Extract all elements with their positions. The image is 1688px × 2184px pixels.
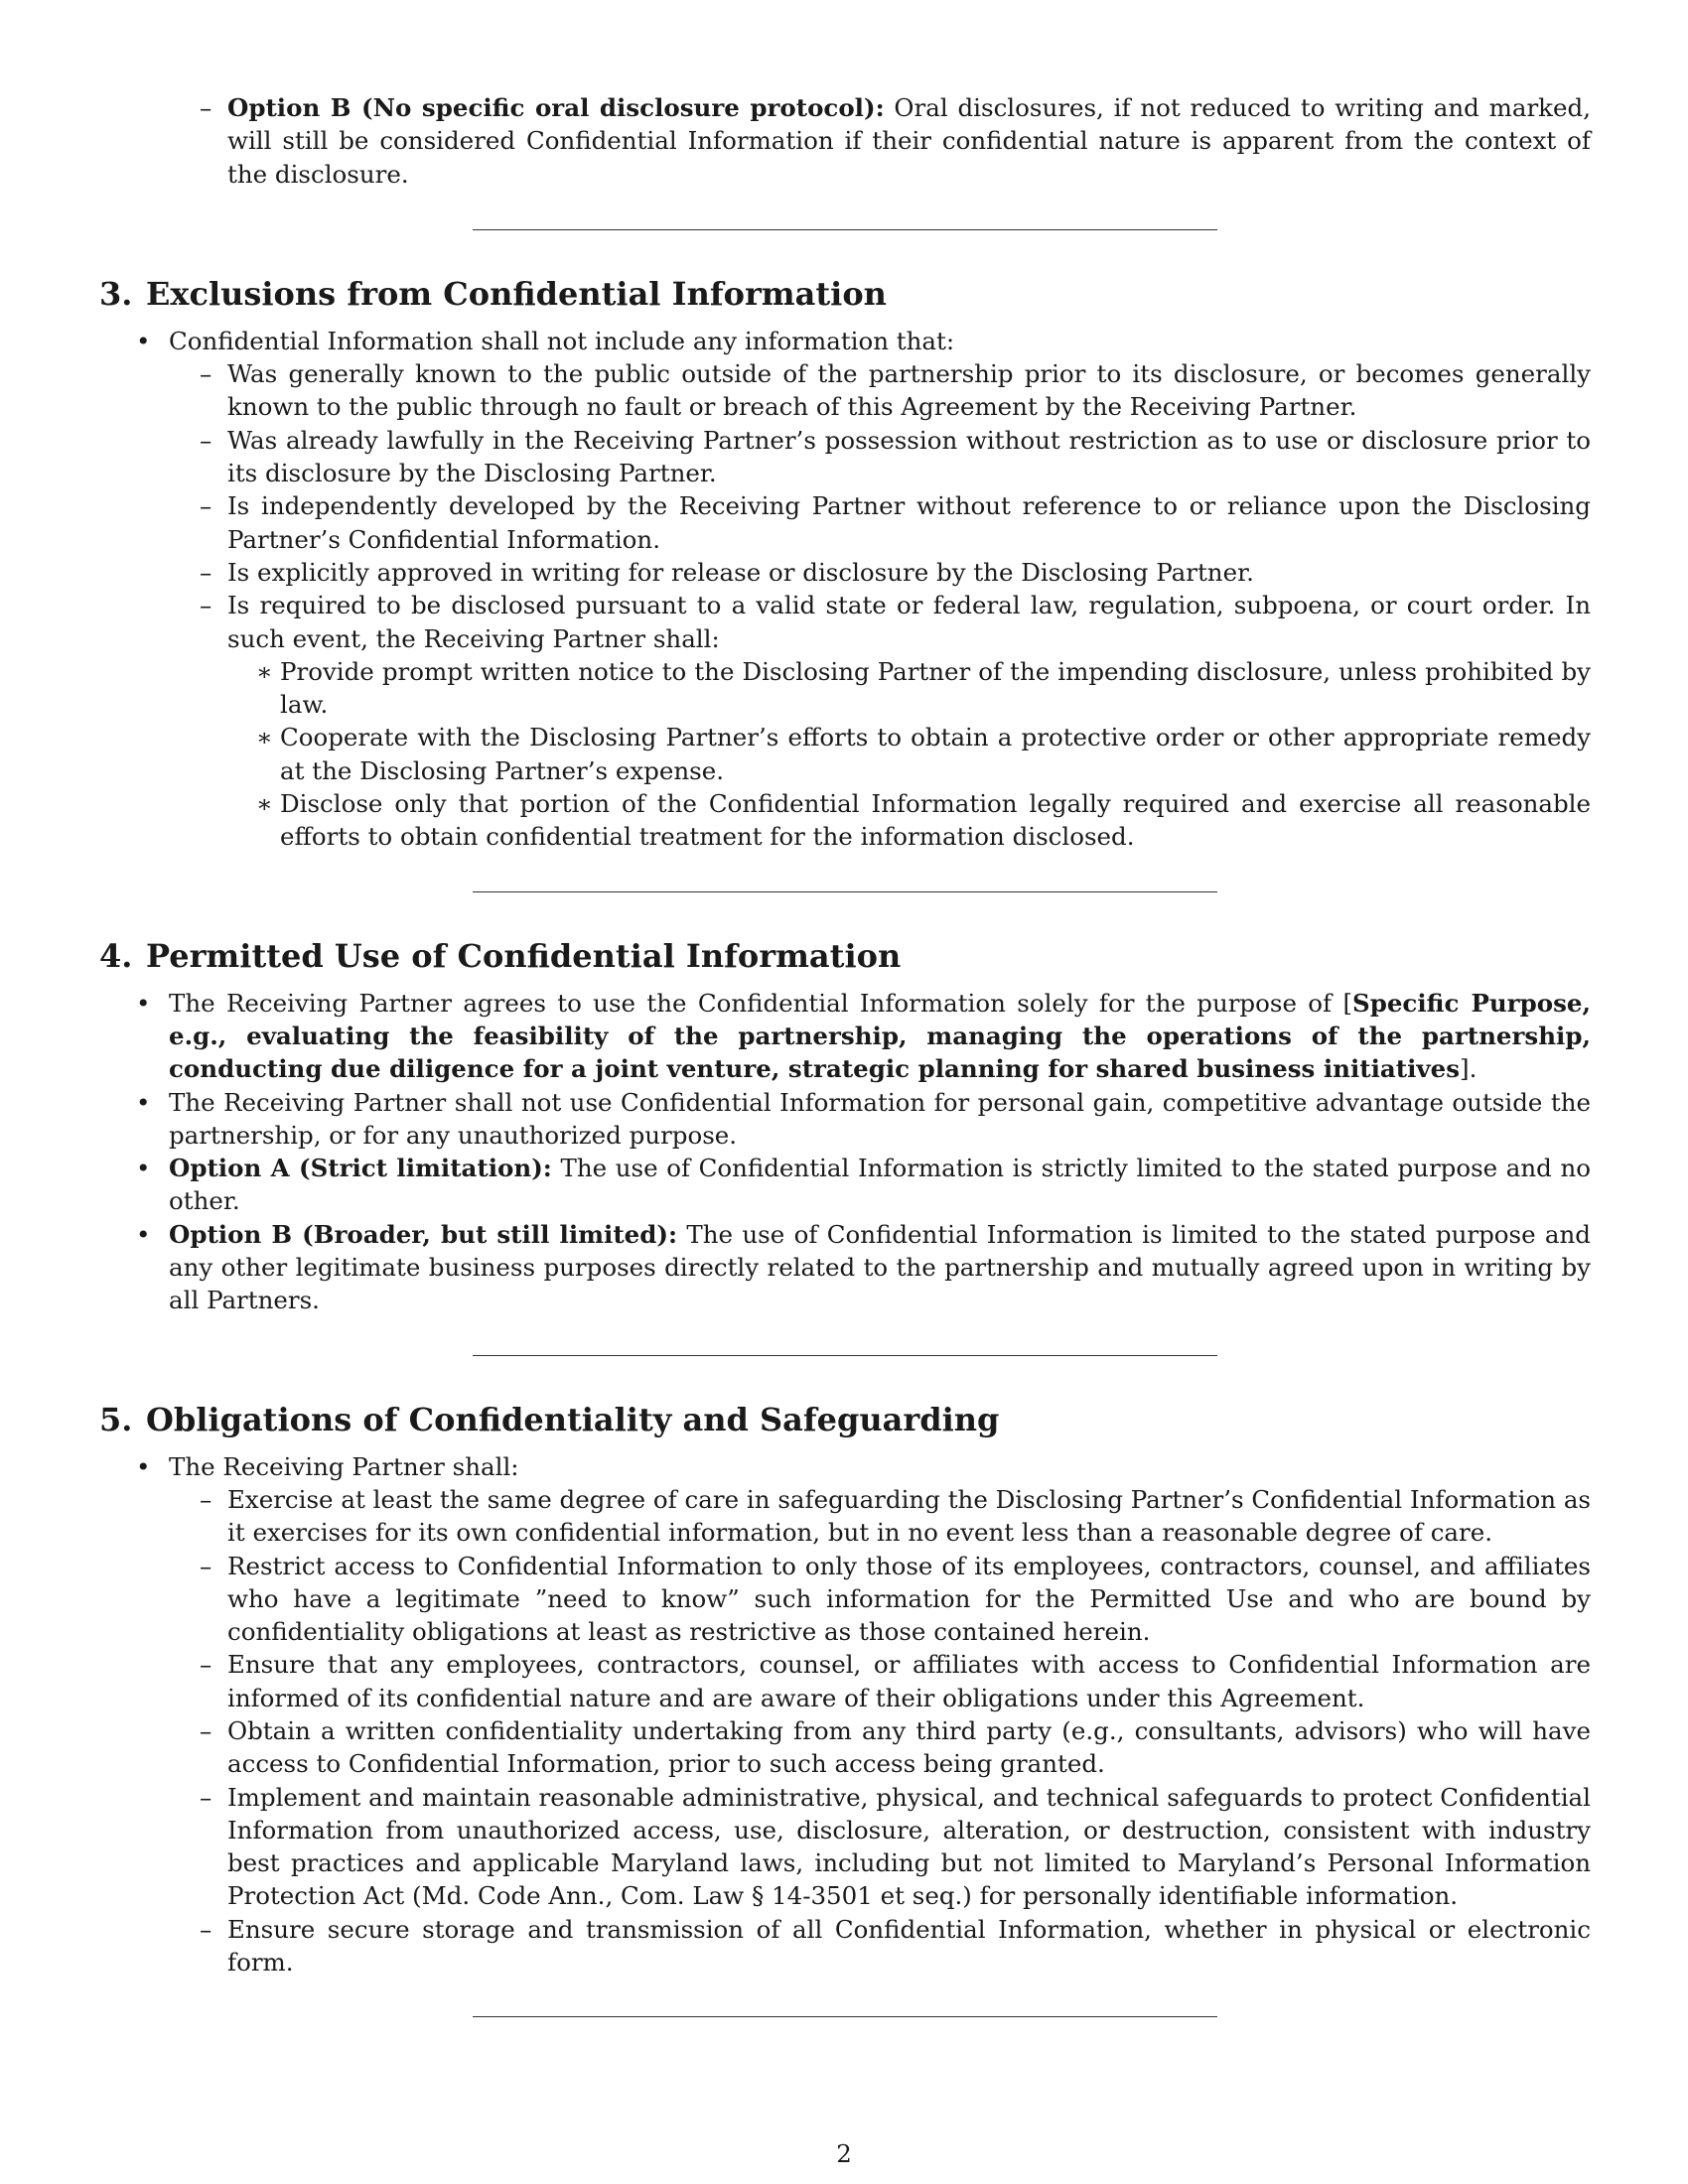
list-item <box>99 1218 1591 1317</box>
section-title: Obligations of Confidentiality and Safeguarding <box>146 1400 1000 1438</box>
section-number: 5. <box>99 1400 133 1438</box>
list-item: – Ensure secure storage and transmission of all Confidential Information, whether in physical or electronic form. <box>169 1913 1591 1979</box>
option-text: The use of Confidential Information is limited to the stated purpose and any other legitimate business purposes directly related to the partnership and mutually agreed upon in writing by all Partners. <box>169 1219 1591 1315</box>
section-list <box>99 325 1591 854</box>
list-item: – Was already lawfully in the Receiving Partner’s possession without restriction as to use or disclosure prior to its disclosure by the Disclosing Partner. <box>169 424 1591 490</box>
option-label: Option B (Broader, but still limited): <box>169 1219 678 1249</box>
list-item <box>99 325 1591 854</box>
section-number: 4. <box>99 936 133 975</box>
list-item: ∗ Provide prompt written notice to the Disclosing Partner of the impending disclosure, unless prohibited by law. <box>227 655 1591 722</box>
sub-list <box>169 1483 1591 1979</box>
section-title: Permitted Use of Confidential Information <box>146 936 902 975</box>
list-item <box>99 1450 1591 1979</box>
section-list <box>99 987 1591 1317</box>
section-divider <box>473 229 1217 230</box>
list-item: – Restrict access to Confidential Information to only those of its employees, contractors, counsel, and affiliates who have a legitimate ”need to know” such information for the Permitted Use and who are bound by confidentiality obligations at least as restrictive as those contained herein. <box>169 1550 1591 1649</box>
section-heading <box>99 936 1591 976</box>
list-item-text: ]. <box>1460 1054 1477 1084</box>
purpose-placeholder: Specific Purpose, e.g., evaluating the feasibility of the partnership, managing the operations of the partnership, conducting due diligence for a joint venture, strategic planning for shared business initiatives <box>169 988 1591 1084</box>
list-item: – Exercise at least the same degree of care in safeguarding the Disclosing Partner’s Confidential Information as it exercises for its own confidential information, but in no event less than a reasonable degree of care. <box>169 1483 1591 1550</box>
list-item <box>169 589 1591 853</box>
section-number: 3. <box>99 274 133 313</box>
section-heading <box>99 1400 1591 1439</box>
list-item: – Ensure that any employees, contractors, counsel, or affiliates with access to Confidential Information are informed of its confidential nature and are aware of their obligations under this Agreement. <box>169 1648 1591 1714</box>
list-item-text: The Receiving Partner agrees to use the Confidential Information solely for the purpose of [ <box>169 988 1352 1018</box>
sub-sub-list <box>227 655 1591 854</box>
document-page <box>99 91 1591 2017</box>
list-item: ∗ Cooperate with the Disclosing Partner’s efforts to obtain a protective order or other appropriate remedy at the Disclosing Partner’s expense. <box>227 721 1591 787</box>
list-item <box>99 1152 1591 1218</box>
option-label: Option B (No specific oral disclosure protocol): <box>227 93 885 122</box>
option-text: The use of Confidential Information is strictly limited to the stated purpose and no other. <box>169 1154 1591 1216</box>
list-item <box>169 91 1591 191</box>
list-item: ∗ Disclose only that portion of the Confidential Information legally required and exercise all reasonable efforts to obtain confidential treatment for the information disclosed. <box>227 787 1591 854</box>
section-title: Exclusions from Confidential Information <box>146 274 887 313</box>
list-item: – Was generally known to the public outside of the partnership prior to its disclosure, or becomes generally known to the public through no fault or breach of this Agreement by the Receiving Partner. <box>169 357 1591 424</box>
sub-list <box>169 357 1591 853</box>
list-item: – Is independently developed by the Receiving Partner without reference to or reliance upon the Disclosing Partner’s Confidential Information. <box>169 489 1591 556</box>
option-text: Oral disclosures, if not reduced to writing and marked, will still be considered Confidential Information if their confidential nature is apparent from the context of the disclosure. <box>227 93 1591 189</box>
option-label: Option A (Strict limitation): <box>169 1154 552 1183</box>
section-divider <box>473 1355 1217 1356</box>
list-item: – Is explicitly approved in writing for release or disclosure by the Disclosing Partner. <box>169 556 1591 589</box>
section-list <box>99 1450 1591 1979</box>
list-item: • The Receiving Partner shall not use Confidential Information for personal gain, competitive advantage outside the partnership, or for any unauthorized purpose. <box>99 1086 1591 1153</box>
list-item-text: Is required to be disclosed pursuant to a valid state or federal law, regulation, subpoena, or court order. In such event, the Receiving Partner shall: <box>227 591 1591 653</box>
section-heading <box>99 274 1591 314</box>
list-item: – Obtain a written confidentiality undertaking from any third party (e.g., consultants, advisors) who will have access to Confidential Information, prior to such access being granted. <box>169 1714 1591 1781</box>
list-item: – Implement and maintain reasonable administrative, physical, and technical safeguards to protect Confidential Information from unauthorized access, use, disclosure, alteration, or destruction, consistent with industry best practices and applicable Maryland laws, including but not limited to Maryland’s Personal Information Protection Act (Md. Code Ann., Com. Law § 14-3501 et seq.) for personally identifiable information. <box>169 1781 1591 1913</box>
page-number: 2 <box>836 2139 852 2168</box>
section-divider <box>473 891 1217 892</box>
section-divider <box>473 2016 1217 2017</box>
list-item <box>99 987 1591 1086</box>
list-item-text: Confidential Information shall not include any information that: <box>169 326 955 355</box>
list-item-text: The Receiving Partner shall: <box>169 1451 519 1481</box>
continuation-list <box>169 91 1591 191</box>
